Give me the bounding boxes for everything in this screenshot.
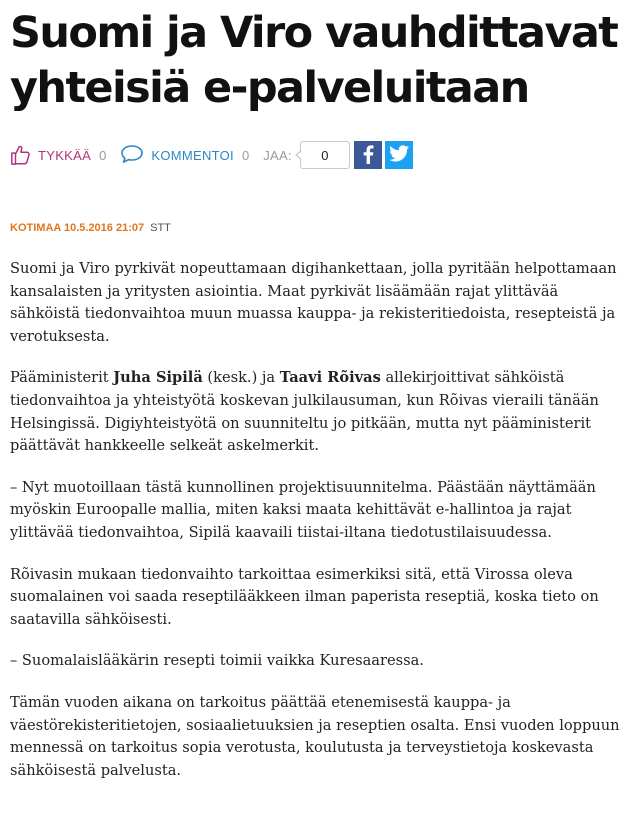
comment-count: 0 (241, 147, 250, 163)
category-date[interactable]: KOTIMAA 10.5.2016 21:07 (10, 222, 145, 234)
headline-line-1: Suomi ja Viro vauhdittavat (10, 8, 618, 58)
social-toolbar (10, 139, 413, 171)
article-headline (10, 0, 630, 116)
paragraph-2 (10, 367, 630, 457)
person-name-sipila: Juha Sipilä (113, 369, 203, 387)
article (10, 0, 630, 779)
share-count-box (300, 141, 350, 169)
facebook-share-button[interactable] (354, 141, 382, 169)
facebook-icon (361, 144, 375, 167)
twitter-share-button[interactable] (385, 141, 413, 169)
paragraph-3: – Nyt muotoillaan tästä kunnollinen projektisuunnitelma. Päästään näyttämään myöskin Euroopalle mallia, miten kaksi maata kehittävät e-hallintoa ja rajat ylittävää tiedonvaihtoa, Sipilä kaavaili tiistai-iltana tiedotustilaisuudessa. (10, 478, 596, 541)
paragraph-6: Tämän vuoden aikana on tarkoitus päättää etenemisestä kauppa- ja väestörekisteritietojen, sosiaalietuuksien ja reseptien osalta. Ensi vuoden loppuun mennessä on tarkoitus sopia verotusta, koulutusta ja terveystietoja koskevasta sähköisestä palvelusta. (10, 693, 620, 779)
paragraph-2-end: allekirjoittivat sähköistä tiedonvaihtoa ja yhteistyötä koskevan julkilausuman, kun Rõivas vieraili tänään Helsingissä. Digiyhteistyötä on suunniteltu jo pitkään, mutta nyt pääministerit päättävät hankkeelle selkeät askelmerkit. (10, 369, 599, 455)
paragraph-1: Suomi ja Viro pyrkivät nopeuttamaan digihankettaan, jolla pyritään helpottamaan kansalaisten ja yritysten asiointia. Maat pyrkivät lisäämään rajat ylittävää sähköistä tiedonvaihtoa muun muassa kauppa- ja rekisteritiedoista, resepteistä ja verotuksesta. (10, 260, 617, 345)
comment-button[interactable] (120, 144, 249, 167)
twitter-icon (389, 145, 409, 165)
headline-line-2: yhteisiä e-palveluitaan (10, 63, 529, 113)
share-label: JAA: (263, 147, 292, 163)
paragraph-5: – Suomalaislääkärin resepti toimii vaikka Kuresaaressa. (10, 652, 424, 670)
share-count: 0 (321, 147, 329, 163)
person-name-roivas: Taavi Rõivas (279, 369, 381, 387)
speech-bubble-icon (120, 144, 144, 167)
like-count: 0 (99, 147, 107, 163)
comment-label: KOMMENTOI (151, 147, 234, 163)
like-button[interactable] (10, 144, 106, 166)
source-label: STT (150, 222, 171, 234)
paragraph-2-start: Pääministerit (10, 369, 114, 387)
paragraph-4: Rõivasin mukaan tiedonvaihto tarkoittaa esimerkiksi sitä, että Virossa oleva suomalainen voi saada reseptilääkkeen ilman paperista reseptiä, koska tieto on saatavilla sähköisesti. (10, 565, 599, 628)
article-body (10, 258, 630, 801)
article-meta (10, 222, 171, 234)
thumbs-up-icon (10, 144, 32, 166)
like-label: TYKKÄÄ (38, 147, 92, 163)
paragraph-2-middle: (kesk.) ja (202, 369, 280, 387)
